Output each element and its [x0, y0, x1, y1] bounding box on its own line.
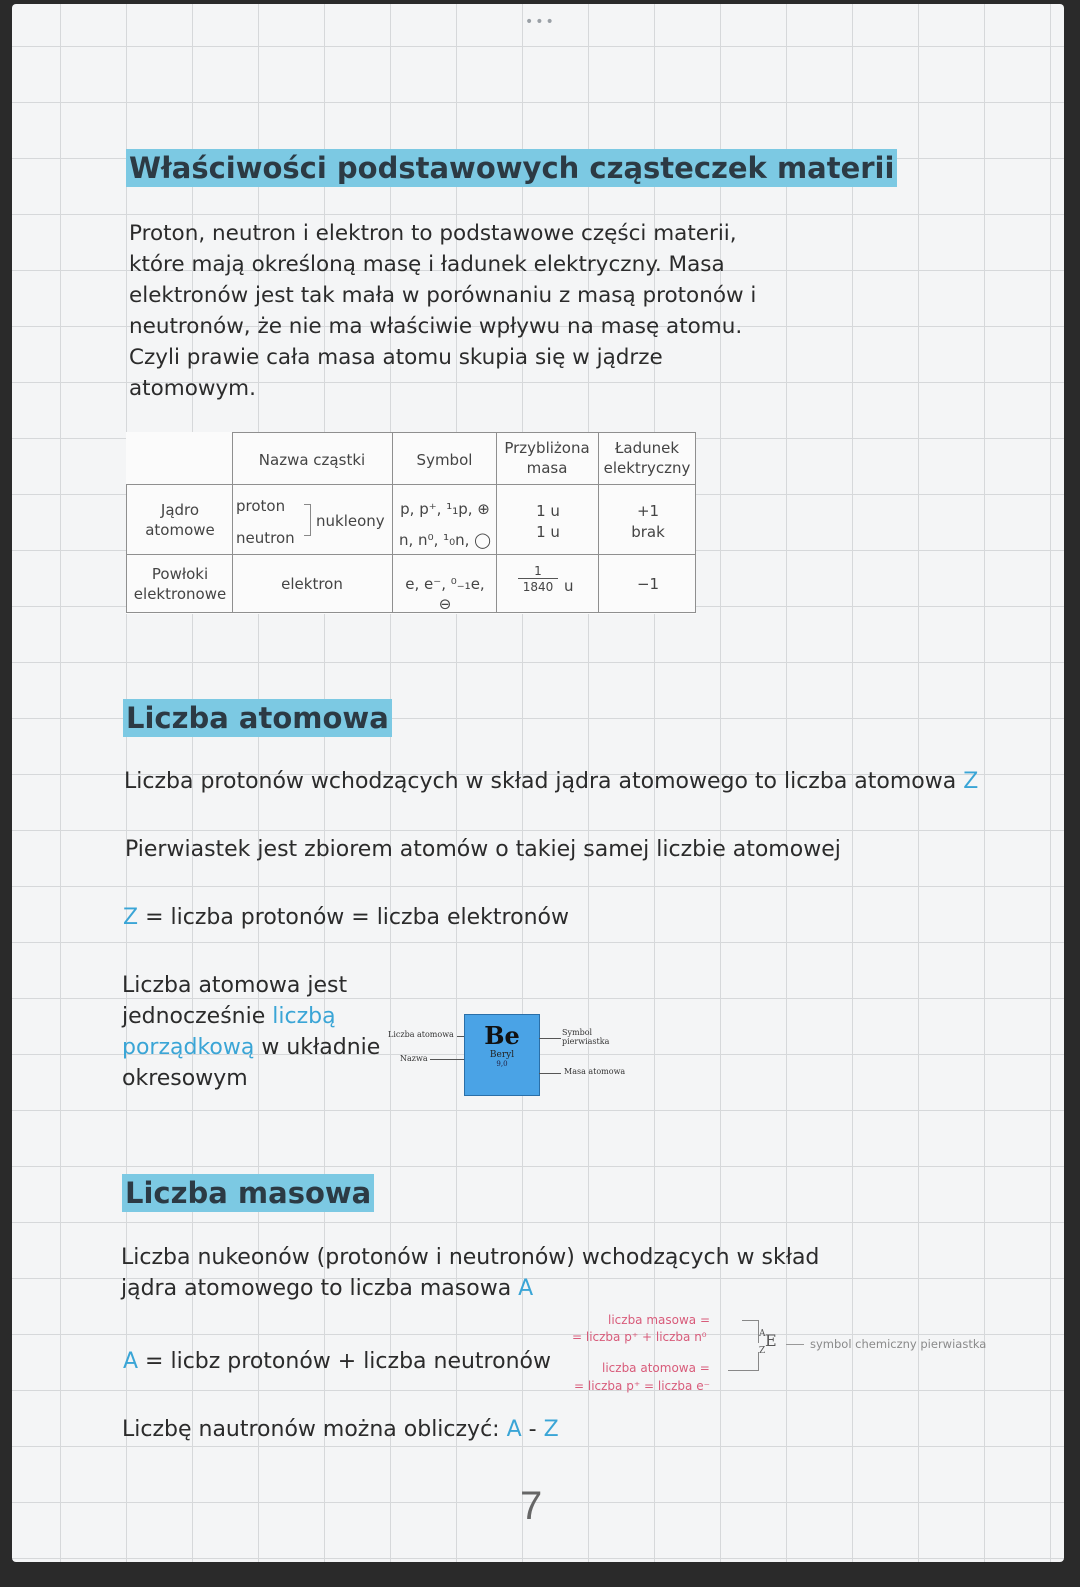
formula-a: A — [123, 1349, 139, 1374]
connector-line — [430, 1059, 466, 1060]
particle-neutron: neutron — [236, 529, 295, 547]
ordinal-highlight: porządkową — [122, 1035, 255, 1060]
page-number: 7 — [520, 1484, 543, 1528]
ordinal-line: jednocześnie — [122, 1004, 273, 1029]
heading-particle-properties: Właściwości podstawowych cząsteczek materii — [126, 149, 897, 187]
mass-denominator: 1840 — [518, 578, 558, 595]
header-symbol: Symbol — [416, 451, 473, 469]
symbol-description: symbol chemiczny pierwiastka — [810, 1337, 987, 1351]
definition-line: Liczba nukeonów (protonów i neutronów) wchodzących w skład — [121, 1245, 820, 1270]
heading-mass-number: Liczba masowa — [122, 1174, 374, 1212]
ordinal-line: okresowym — [122, 1066, 248, 1091]
definition-text: Liczba protonów wchodzących w skład jądra atomowego to liczba atomowa — [124, 769, 964, 794]
symbol-proton: p, p⁺, ¹₁p, ⊕ — [400, 500, 490, 518]
symbol-z: Z — [963, 769, 979, 794]
nuclide-symbol — [759, 1326, 781, 1360]
mass-electron — [518, 564, 558, 595]
element-tile-be — [464, 1014, 540, 1096]
header-name: Nazwa cząstki — [258, 451, 366, 469]
formula-text: = licbz protonów + liczba neutronów — [138, 1349, 551, 1374]
z-formula — [123, 902, 569, 933]
group-nucleus: Jądro atomowe — [145, 501, 215, 539]
notebook-page — [12, 4, 1064, 1562]
particle-table — [126, 432, 696, 614]
tile-symbol: Be — [484, 1021, 520, 1050]
label-name: Nazwa — [400, 1054, 428, 1063]
mass-neutron: 1 u — [536, 523, 560, 541]
heading-atomic-number: Liczba atomowa — [123, 699, 392, 737]
nucleon-bracket — [304, 504, 311, 536]
paragraph-line: elektronów jest tak mała w porównaniu z masą protonów i — [129, 283, 757, 308]
notation-diagram — [572, 1312, 1012, 1402]
neutron-text: Liczbę nautronów można obliczyć: — [122, 1417, 507, 1442]
tile-name: Beryl — [489, 1050, 515, 1060]
label-symbol-line: pierwiastka — [562, 1037, 610, 1046]
bracket-bottom — [728, 1352, 759, 1371]
charge-neutron: brak — [631, 523, 665, 541]
header-mass: Przybliżona masa — [504, 439, 590, 477]
ordinal-note — [122, 970, 382, 1094]
tile-mass: 9,0 — [496, 1060, 508, 1068]
symbol-neutron: n, n⁰, ¹₀n, ◯ — [399, 531, 491, 549]
intro-paragraph — [129, 218, 769, 404]
nuclide-e: E — [765, 1331, 777, 1350]
charge-electron: −1 — [636, 575, 660, 593]
paragraph-line: Proton, neutron i elektron to podstawowe części materii, — [129, 221, 737, 246]
paragraph-line: neutronów, że nie ma właściwie wpływu na masę atomu. — [129, 314, 743, 339]
nuclide-a: A — [759, 1329, 766, 1339]
mass-unit: u — [564, 577, 574, 595]
charge-proton: +1 — [636, 502, 660, 520]
symbol-electron: e, e⁻, ⁰₋₁e, ⊖ — [405, 575, 485, 613]
element-definition: Pierwiastek jest zbiorem atomów o takiej samej liczbie atomowej — [125, 837, 841, 862]
nucleon-label: nukleony — [316, 512, 385, 530]
ordinal-line: w układnie — [254, 1035, 381, 1060]
bracket-top — [742, 1320, 759, 1343]
neutron-a: A — [506, 1417, 522, 1442]
ordinal-highlight: liczbą — [272, 1004, 336, 1029]
neutron-formula — [122, 1414, 559, 1445]
mass-proton: 1 u — [536, 502, 560, 520]
particle-proton: proton — [236, 497, 286, 515]
atomic-number-label: liczba atomowa = — [602, 1361, 710, 1375]
definition-line: jądra atomowego to liczba masowa — [121, 1276, 519, 1301]
symbol-a: A — [518, 1276, 534, 1301]
paragraph-line: atomowym. — [129, 376, 256, 401]
mass-number-label: = liczba p⁺ + liczba n⁰ — [572, 1330, 707, 1344]
atomic-number-definition — [124, 766, 978, 797]
a-formula — [123, 1346, 551, 1377]
group-shells: Powłoki elektronowe — [133, 565, 227, 603]
mass-number-label: liczba masowa = — [608, 1313, 711, 1327]
header-charge: Ładunek elektryczny — [603, 439, 691, 477]
neutron-sep: - — [521, 1417, 544, 1442]
label-atomic-number: Liczba atomowa — [388, 1030, 454, 1039]
atomic-number-label: = liczba p⁺ = liczba e⁻ — [574, 1379, 710, 1393]
nuclide-z: Z — [759, 1346, 766, 1356]
neutron-z: Z — [543, 1417, 559, 1442]
particle-electron: elektron — [281, 575, 343, 593]
connector-line — [786, 1344, 804, 1345]
connector-line — [539, 1038, 561, 1039]
formula-text: = liczba protonów = liczba elektronów — [138, 905, 569, 930]
mass-numerator: 1 — [534, 564, 542, 578]
connector-line — [539, 1073, 561, 1074]
menu-dots-icon[interactable]: ••• — [525, 14, 556, 30]
formula-z: Z — [123, 905, 139, 930]
ordinal-line: Liczba atomowa jest — [122, 973, 348, 998]
label-mass: Masa atomowa — [564, 1067, 626, 1076]
label-symbol-line: Symbol — [562, 1028, 593, 1037]
mass-number-definition — [121, 1242, 819, 1304]
label-symbol — [562, 1028, 609, 1046]
paragraph-line: które mają określoną masę i ładunek elektryczny. Masa — [129, 252, 725, 277]
paragraph-line: Czyli prawie cała masa atomu skupia się w jądrze — [129, 345, 663, 370]
